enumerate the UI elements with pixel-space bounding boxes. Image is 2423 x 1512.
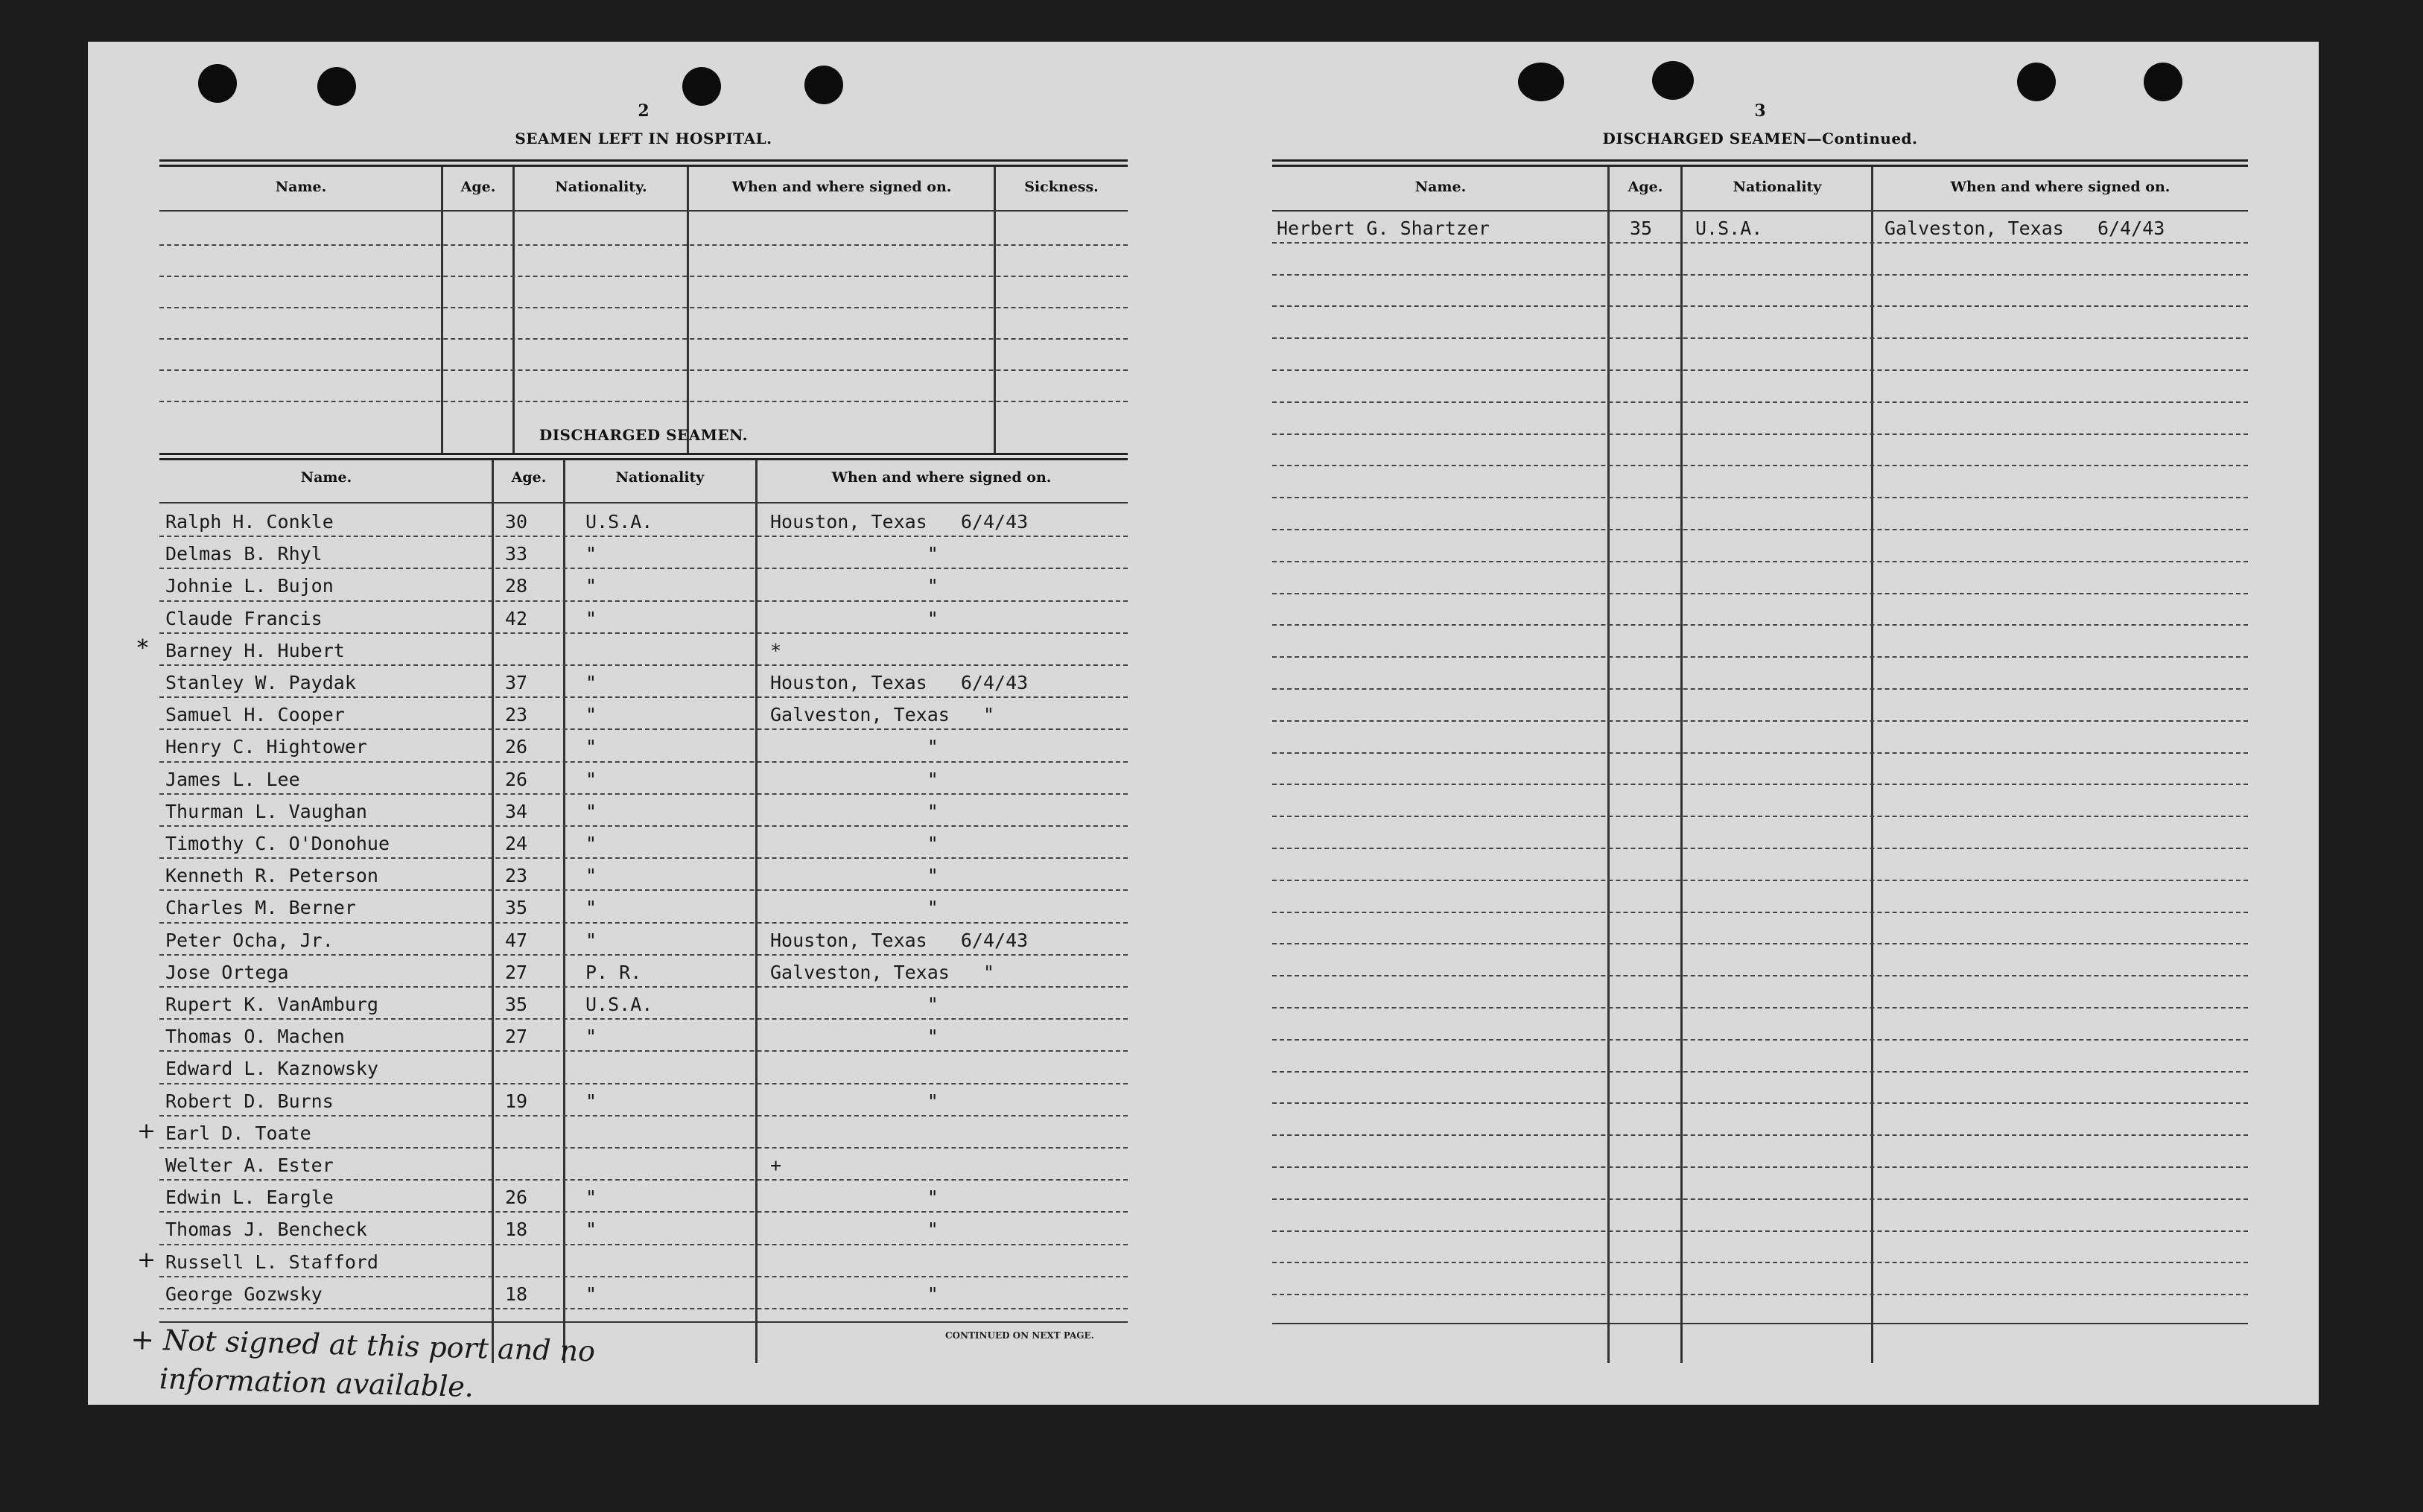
- row-line: [159, 1179, 1128, 1181]
- seaman-signed-on: Houston, Texas 6/4/43: [770, 929, 1029, 951]
- seaman-signed-on: Houston, Texas 6/4/43: [770, 672, 1029, 693]
- right-header-signed: When and where signed on.: [1950, 179, 2170, 195]
- row-line: [159, 1018, 1128, 1020]
- row-line: [1272, 975, 2248, 976]
- seaman-name: Kenneth R. Peterson: [165, 865, 378, 887]
- seaman-age: 35: [505, 897, 528, 919]
- row-line: [159, 696, 1128, 698]
- seaman-signed-on: ": [770, 1219, 939, 1241]
- row-line: [1272, 1102, 2248, 1104]
- column-rule: [687, 167, 689, 454]
- right-header-age: Age.: [1627, 179, 1663, 195]
- double-rule: [159, 159, 1128, 167]
- bottom-rule: [1272, 1323, 2248, 1324]
- double-rule: [159, 453, 1128, 460]
- seaman-age: 18: [505, 1219, 528, 1241]
- hospital-header-name: Name.: [275, 179, 327, 195]
- seaman-signed-on: *: [770, 639, 782, 661]
- row-line: [1272, 305, 2248, 307]
- blank-row-line: [159, 338, 1128, 340]
- seaman-nationality: ": [585, 929, 597, 951]
- seaman-age: 27: [505, 1026, 528, 1048]
- blank-row-line: [159, 276, 1128, 277]
- note-line: information available.: [159, 1362, 474, 1404]
- row-line: [1272, 1039, 2248, 1041]
- row-line: [1272, 720, 2248, 722]
- seaman-signed-on: ": [770, 768, 939, 790]
- right-header-nationality: Nationality: [1733, 179, 1822, 195]
- seaman-name: George Gozwsky: [165, 1283, 323, 1305]
- row-line: [159, 986, 1128, 988]
- seaman-age: 23: [505, 865, 528, 887]
- row-mark: *: [137, 635, 148, 661]
- column-rule: [512, 167, 515, 454]
- seaman-age: 26: [505, 736, 528, 758]
- row-line: [159, 761, 1128, 763]
- seaman-nationality: ": [585, 543, 597, 565]
- row-line: [1272, 1134, 2248, 1136]
- seaman-signed-on: ": [770, 607, 939, 629]
- seaman-nationality: U.S.A.: [585, 511, 653, 533]
- row-line: [1272, 1071, 2248, 1073]
- seaman-nationality: ": [585, 1187, 597, 1209]
- seaman-nationality: ": [585, 1283, 597, 1305]
- seaman-age: 28: [505, 575, 528, 597]
- seaman-signed-on: ": [770, 865, 939, 887]
- row-line: [159, 1050, 1128, 1052]
- discharged-header-signed: When and where signed on.: [831, 469, 1052, 486]
- seaman-signed-on: ": [770, 543, 939, 565]
- column-rule: [755, 460, 758, 1363]
- seaman-nationality: ": [585, 768, 597, 790]
- seaman-name: Claude Francis: [165, 607, 323, 629]
- header-rule: [1272, 210, 2248, 212]
- seaman-name: Jose Ortega: [165, 961, 289, 983]
- row-line: [159, 1211, 1128, 1213]
- seaman-signed-on: ": [770, 1090, 939, 1112]
- seaman-name: Ralph H. Conkle: [165, 511, 334, 533]
- seaman-name: Stanley W. Paydak: [165, 672, 356, 693]
- seaman-name: Henry C. Hightower: [165, 736, 367, 758]
- seaman-signed-on: Galveston, Texas ": [770, 961, 995, 983]
- seaman-age: 26: [505, 768, 528, 790]
- row-line: [1272, 274, 2248, 276]
- seaman-age: 35: [1630, 217, 1653, 239]
- seaman-nationality: P. R.: [585, 961, 642, 983]
- seaman-age: 34: [505, 800, 528, 822]
- row-line: [159, 728, 1128, 730]
- seaman-nationality: ": [585, 672, 597, 693]
- seaman-name: Edwin L. Eargle: [165, 1187, 334, 1209]
- row-line: [1272, 943, 2248, 944]
- row-line: [159, 536, 1128, 537]
- seaman-name: Rupert K. VanAmburg: [165, 994, 378, 1015]
- row-line: [1272, 784, 2248, 785]
- seaman-nationality: ": [585, 1219, 597, 1241]
- hospital-header-nationality: Nationality.: [555, 179, 647, 195]
- row-line: [159, 1083, 1128, 1084]
- column-rule: [492, 460, 494, 1363]
- seaman-name: Russell L. Stafford: [165, 1251, 378, 1273]
- blank-row-line: [159, 307, 1128, 308]
- seaman-signed-on: ": [770, 897, 939, 919]
- row-line: [1272, 337, 2248, 339]
- seaman-name: Robert D. Burns: [165, 1090, 334, 1112]
- seaman-signed-on: ": [770, 1187, 939, 1209]
- row-line: [1272, 880, 2248, 881]
- seaman-nationality: U.S.A.: [585, 994, 653, 1015]
- row-line: [1272, 912, 2248, 913]
- row-line: [159, 632, 1128, 634]
- row-line: [159, 600, 1128, 602]
- row-line: [1272, 848, 2248, 849]
- seaman-name: Peter Ocha, Jr.: [165, 929, 334, 951]
- seaman-name: Herbert G. Shartzer: [1277, 217, 1490, 239]
- page-number: 2: [638, 101, 650, 121]
- row-line: [159, 793, 1128, 795]
- seaman-age: 30: [505, 511, 528, 533]
- row-line: [1272, 1230, 2248, 1232]
- row-line: [1272, 242, 2248, 244]
- row-line: [159, 889, 1128, 891]
- seaman-age: 26: [505, 1187, 528, 1209]
- row-line: [159, 922, 1128, 924]
- note-line: + Not signed at this port and no: [130, 1322, 596, 1368]
- continued-label: CONTINUED ON NEXT PAGE.: [945, 1330, 1094, 1341]
- row-line: [1272, 624, 2248, 626]
- seaman-name: Timothy C. O'Donohue: [165, 833, 390, 854]
- discharged-header-name: Name.: [300, 469, 352, 486]
- seaman-name: James L. Lee: [165, 768, 300, 790]
- seaman-name: Samuel H. Cooper: [165, 704, 345, 726]
- seaman-age: 19: [505, 1090, 528, 1112]
- row-line: [1272, 561, 2248, 562]
- seaman-nationality: ": [585, 897, 597, 919]
- seaman-nationality: ": [585, 704, 597, 726]
- blank-row-line: [159, 244, 1128, 246]
- seaman-name: Delmas B. Rhyl: [165, 543, 323, 565]
- seaman-age: 27: [505, 961, 528, 983]
- seaman-age: 42: [505, 607, 528, 629]
- seaman-signed-on: ": [770, 833, 939, 854]
- row-line: [1272, 433, 2248, 435]
- row-mark: +: [137, 1246, 156, 1273]
- seaman-age: 35: [505, 994, 528, 1015]
- column-rule: [1871, 167, 1873, 1363]
- row-line: [159, 1308, 1128, 1309]
- header-rule: [159, 502, 1128, 504]
- seaman-signed-on: Galveston, Texas ": [770, 704, 995, 726]
- column-rule: [994, 167, 996, 454]
- row-line: [1272, 816, 2248, 817]
- seaman-name: Johnie L. Bujon: [165, 575, 334, 597]
- row-mark: +: [137, 1117, 156, 1144]
- seaman-nationality: ": [585, 865, 597, 887]
- hospital-header-sickness: Sickness.: [1024, 179, 1099, 195]
- row-line: [1272, 465, 2248, 466]
- row-line: [159, 825, 1128, 827]
- column-rule: [1680, 167, 1683, 1363]
- row-line: [159, 954, 1128, 956]
- seaman-nationality: ": [585, 800, 597, 822]
- seaman-nationality: ": [585, 1026, 597, 1048]
- row-line: [1272, 688, 2248, 690]
- seaman-name: Thomas J. Bencheck: [165, 1219, 367, 1241]
- row-line: [159, 1244, 1128, 1245]
- seaman-name: Welter A. Ester: [165, 1154, 334, 1176]
- row-line: [159, 1115, 1128, 1116]
- seaman-nationality: U.S.A.: [1695, 217, 1763, 239]
- row-line: [1272, 593, 2248, 594]
- handwritten-note: [129, 1320, 595, 1409]
- row-line: [159, 857, 1128, 859]
- seaman-age: 33: [505, 543, 528, 565]
- document-sheet: [88, 42, 2319, 1405]
- discharged-header-nationality: Nationality: [615, 469, 705, 486]
- seaman-signed-on: ": [770, 575, 939, 597]
- seaman-age: 37: [505, 672, 528, 693]
- right-header-name: Name.: [1414, 179, 1467, 195]
- seaman-name: Edward L. Kaznowsky: [165, 1058, 378, 1080]
- row-line: [1272, 497, 2248, 498]
- discharged-section-title: DISCHARGED SEAMEN.: [539, 426, 749, 444]
- row-line: [1272, 1007, 2248, 1008]
- seaman-nationality: ": [585, 736, 597, 758]
- row-line: [1272, 1166, 2248, 1168]
- hospital-header-signed: When and where signed on.: [731, 179, 952, 195]
- column-rule: [563, 460, 565, 1363]
- seaman-nationality: ": [585, 607, 597, 629]
- row-line: [1272, 1198, 2248, 1200]
- seaman-age: 18: [505, 1283, 528, 1305]
- seaman-nationality: ": [585, 575, 597, 597]
- seaman-age: 23: [505, 704, 528, 726]
- row-line: [1272, 752, 2248, 754]
- row-line: [159, 1276, 1128, 1277]
- seaman-name: Thomas O. Machen: [165, 1026, 345, 1048]
- hospital-header-age: Age.: [460, 179, 496, 195]
- seaman-signed-on: +: [770, 1154, 782, 1176]
- header-rule: [159, 210, 1128, 212]
- row-line: [1272, 1294, 2248, 1295]
- row-line: [1272, 401, 2248, 403]
- row-line: [1272, 529, 2248, 530]
- seaman-signed-on: ": [770, 800, 939, 822]
- seaman-name: Barney H. Hubert: [165, 639, 345, 661]
- seaman-signed-on: ": [770, 994, 939, 1015]
- bottom-rule: [159, 1321, 1128, 1323]
- seaman-nationality: ": [585, 833, 597, 854]
- page-number: 3: [1754, 101, 1766, 121]
- row-line: [159, 1147, 1128, 1149]
- left-page: [137, 42, 1128, 1382]
- discharged-header-age: Age.: [511, 469, 547, 486]
- seaman-age: 47: [505, 929, 528, 951]
- row-line: [1272, 369, 2248, 371]
- seaman-age: 24: [505, 833, 528, 854]
- seaman-signed-on: Galveston, Texas 6/4/43: [1884, 217, 2165, 239]
- blank-row-line: [159, 401, 1128, 402]
- seaman-name: Earl D. Toate: [165, 1122, 311, 1144]
- discharged-continued-title: DISCHARGED SEAMEN—Continued.: [1602, 130, 1918, 147]
- hospital-section-title: SEAMEN LEFT IN HOSPITAL.: [515, 130, 772, 147]
- seaman-signed-on: Houston, Texas 6/4/43: [770, 511, 1029, 533]
- seaman-signed-on: ": [770, 1026, 939, 1048]
- row-line: [1272, 1262, 2248, 1263]
- column-rule: [441, 167, 443, 454]
- row-line: [159, 568, 1128, 569]
- double-rule: [1272, 159, 2248, 167]
- right-page: [1272, 42, 2248, 1382]
- seaman-nationality: ": [585, 1090, 597, 1112]
- column-rule: [1607, 167, 1610, 1363]
- seaman-signed-on: ": [770, 736, 939, 758]
- seaman-name: Charles M. Berner: [165, 897, 356, 919]
- seaman-signed-on: ": [770, 1283, 939, 1305]
- blank-row-line: [159, 369, 1128, 371]
- seaman-name: Thurman L. Vaughan: [165, 800, 367, 822]
- row-line: [1272, 656, 2248, 658]
- row-line: [159, 664, 1128, 666]
